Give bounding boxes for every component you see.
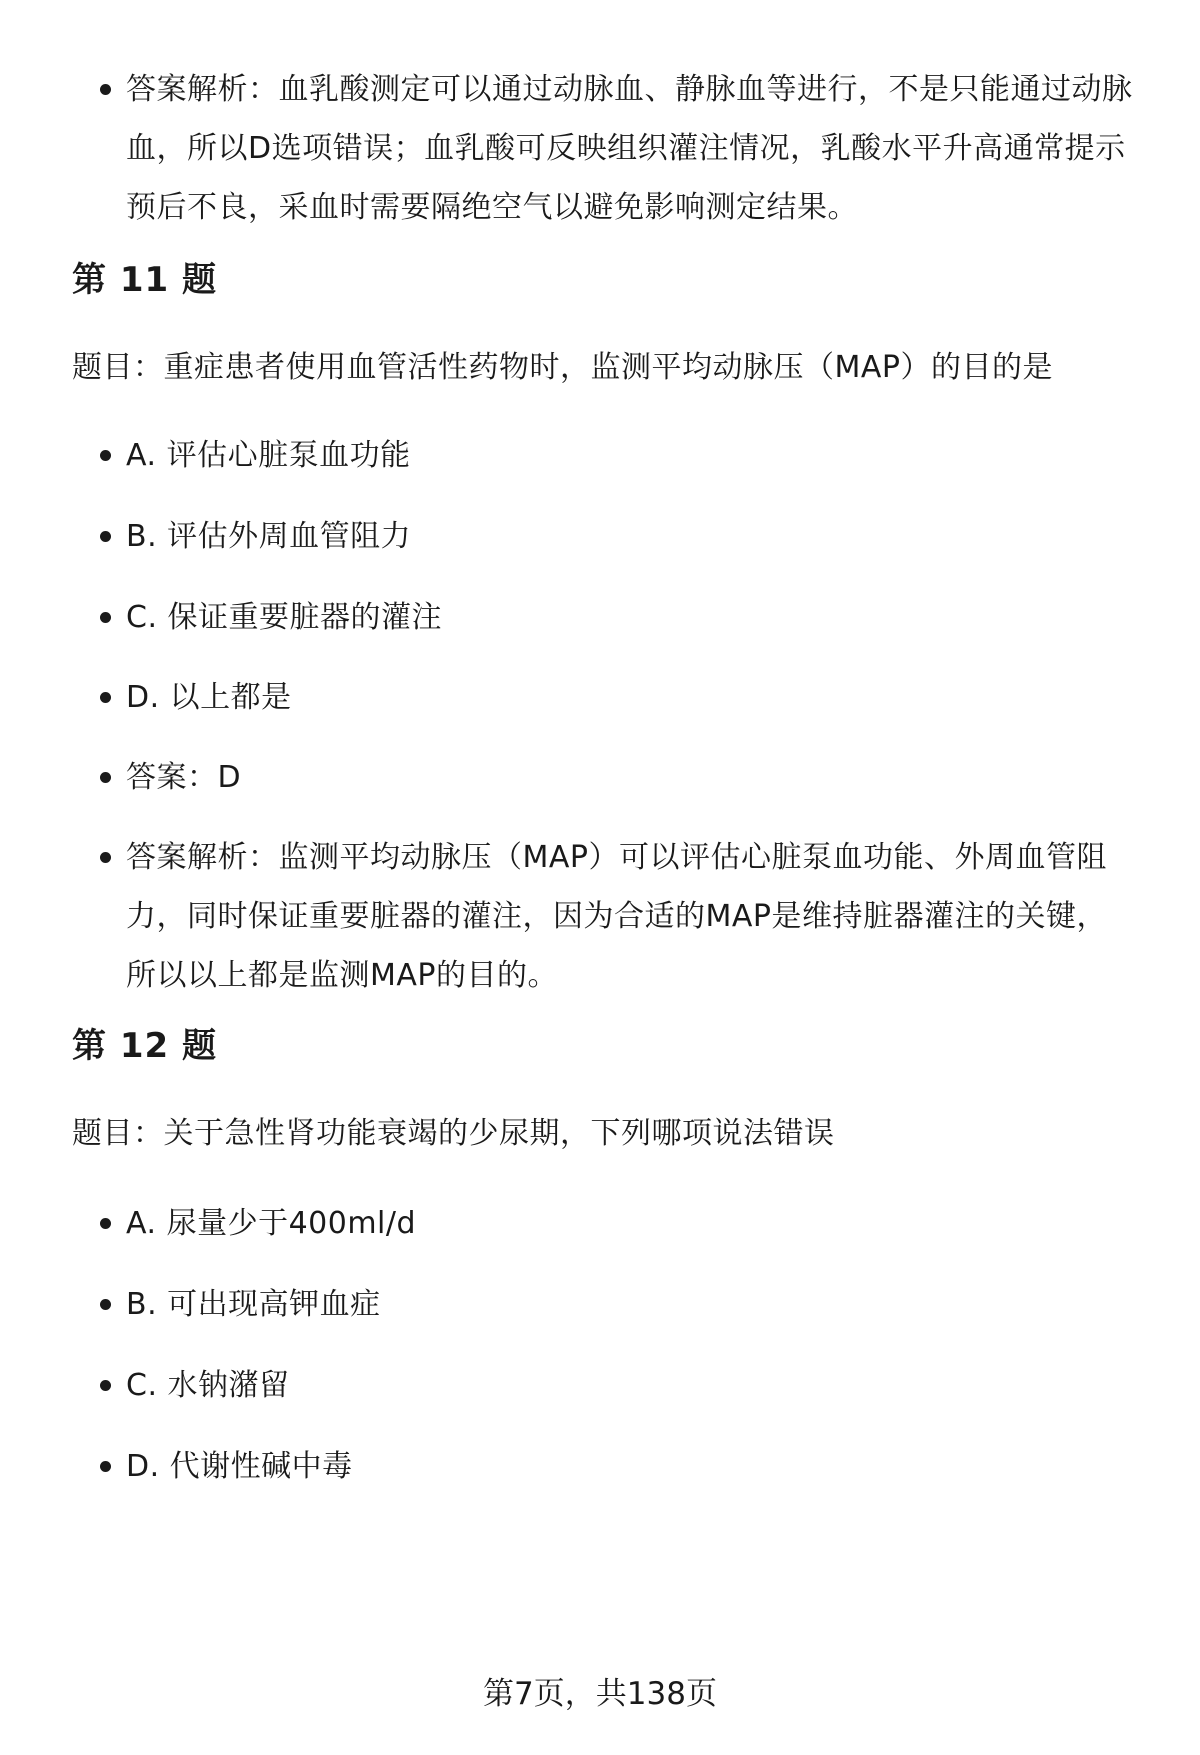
q11-answer [126, 748, 1136, 807]
bullet-dot [100, 1218, 111, 1229]
bullet-dot [100, 1461, 111, 1472]
bullet-dot [100, 450, 111, 461]
q12-option-c [126, 1356, 1136, 1415]
q11-option-a [126, 426, 1136, 485]
q11-option-c [126, 588, 1136, 647]
q12-option-d [126, 1437, 1136, 1496]
explanation-text: 答案解析：监测平均动脉压（MAP）可以评估心脏泵血功能、外周血管阻力，同时保证重要脏器的灌注，因为合适的MAP是维持脏器灌注的关键，所以以上都是监测MAP的目的。 [126, 840, 1107, 993]
option-text: A. 评估心脏泵血功能 [126, 438, 411, 473]
option-text: C. 保证重要脏器的灌注 [126, 600, 443, 635]
bullet-dot [100, 1299, 111, 1310]
q12-option-a [126, 1194, 1136, 1253]
option-text: D. 代谢性碱中毒 [126, 1449, 353, 1484]
question-11-heading: 第 11 题 [72, 260, 217, 300]
question-12-stem: 题目：关于急性肾功能衰竭的少尿期，下列哪项说法错误 [72, 1116, 835, 1151]
q11-explanation [126, 828, 1136, 1005]
option-text: C. 水钠潴留 [126, 1368, 290, 1403]
bullet-dot [100, 531, 111, 542]
bullet-dot [100, 772, 111, 783]
option-text: B. 评估外周血管阻力 [126, 519, 412, 554]
prev-explanation-item [126, 60, 1136, 237]
q11-option-b [126, 507, 1136, 566]
prev-explanation-text: 答案解析：血乳酸测定可以通过动脉血、静脉血等进行，不是只能通过动脉血，所以D选项错误；血乳酸可反映组织灌注情况，乳酸水平升高通常提示预后不良，采血时需要隔绝空气以避免影响测定结果。 [126, 72, 1133, 225]
page-number-footer: 第7页，共138页 [483, 1676, 717, 1712]
bullet-dot [100, 1380, 111, 1391]
question-11-stem: 题目：重症患者使用血管活性药物时，监测平均动脉压（MAP）的目的是 [72, 350, 1053, 385]
q11-option-d [126, 668, 1136, 727]
bullet-dot [100, 612, 111, 623]
option-text: D. 以上都是 [126, 680, 292, 715]
bullet-dot [100, 84, 111, 95]
answer-text: 答案：D [126, 760, 242, 795]
bullet-dot [100, 852, 111, 863]
bullet-dot [100, 692, 111, 703]
question-12-heading: 第 12 题 [72, 1026, 217, 1066]
q12-option-b [126, 1275, 1136, 1334]
option-text: B. 可出现高钾血症 [126, 1287, 381, 1322]
option-text: A. 尿量少于400ml/d [126, 1206, 417, 1241]
